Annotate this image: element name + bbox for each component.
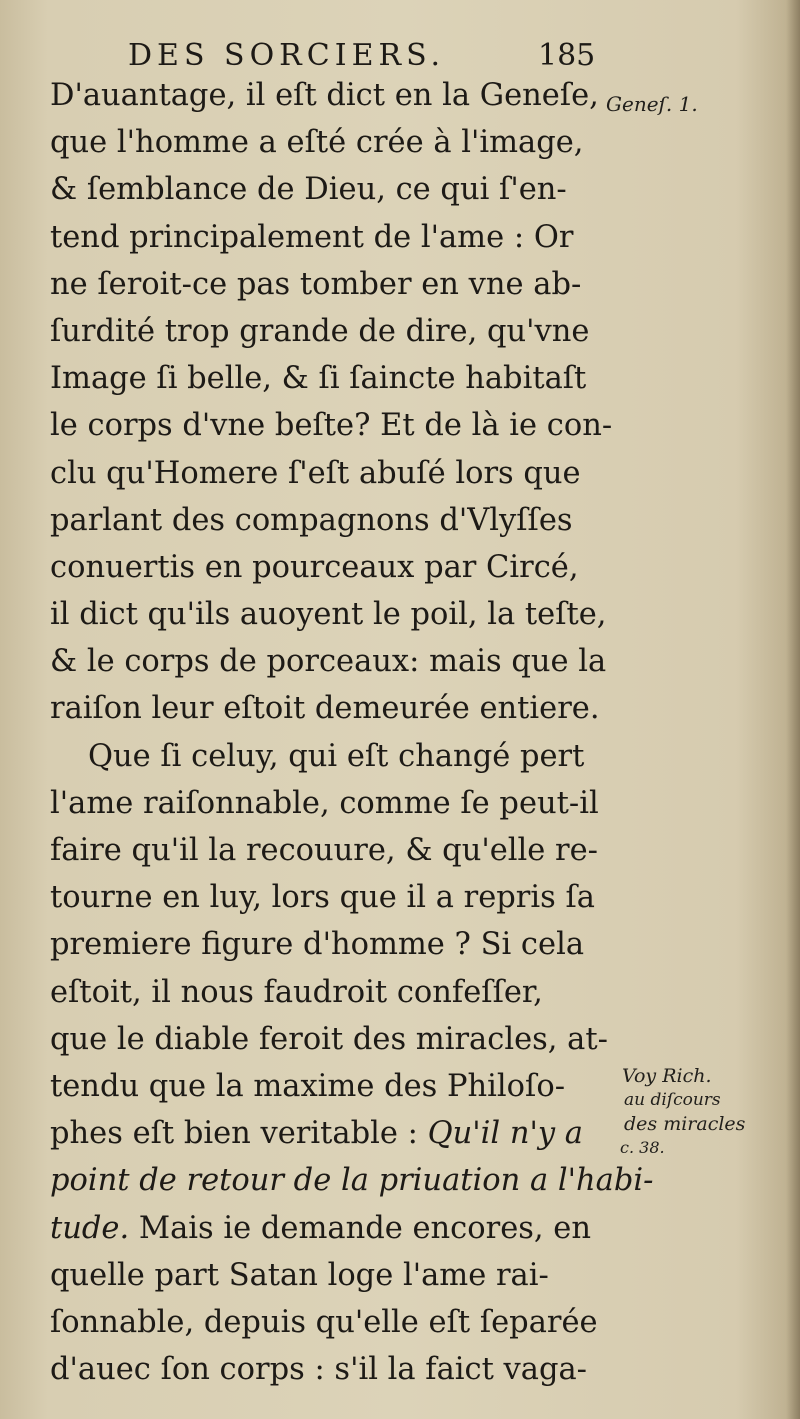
- margin-note-line: Voy Rich.: [622, 1065, 712, 1087]
- text-span: phes eſt bien veritable :: [50, 1116, 418, 1152]
- text-line: d'auec ſon corps : s'il la faict vaga-: [50, 1352, 587, 1388]
- text-line: conuertis en pourceaux par Circé,: [50, 549, 579, 585]
- text-line: que le diable feroit des miracles, at-: [50, 1021, 608, 1057]
- text-line: clu qu'Homere ſ'eſt abuſé lors que: [50, 455, 581, 491]
- text-line: quelle part Satan loge l'ame rai-: [50, 1257, 549, 1293]
- text-line: [50, 1110, 625, 1157]
- text-line: premiere figure d'homme ? Si cela: [50, 927, 585, 963]
- italic-quotation: Qu'il n'y a: [427, 1116, 583, 1152]
- text-line: & le corps de porceaux: mais que la: [50, 644, 607, 680]
- margin-note-reference: [620, 1064, 790, 1160]
- margin-note-line: des miracles: [624, 1113, 746, 1135]
- running-title: DES SORCIERS.: [128, 38, 446, 73]
- text-line: l'ame raiſonnable, comme ſe peut-il: [50, 785, 599, 821]
- text-line: tend principalement de l'ame : Or: [50, 219, 574, 255]
- text-line: ſonnable, depuis qu'elle eſt ſeparée: [50, 1304, 598, 1340]
- text-line: parlant des compagnons d'Vlyſſes: [50, 502, 573, 538]
- text-line: ſurdité trop grande de dire, qu'vne: [50, 313, 590, 349]
- text-line: tendu que la maxime des Philoſo-: [50, 1068, 566, 1104]
- text-line: le corps d'vne beſte? Et de là ie con-: [50, 408, 613, 444]
- text-line: [50, 1205, 625, 1252]
- text-line: que l'homme a eſté crée à l'image,: [50, 125, 584, 161]
- page-number: 185: [538, 38, 596, 73]
- text-line: Que ſi celuy, qui eſt changé pert: [88, 738, 585, 774]
- text-line: ne ſeroit-ce pas tomber en vne ab-: [50, 266, 582, 302]
- page-gutter-shadow: [786, 0, 800, 1419]
- text-line: & ſemblance de Dieu, ce qui ſ'en-: [50, 172, 567, 208]
- text-line: Image ſi belle, & ſi ſaincte habitaſt: [50, 361, 587, 397]
- margin-note-genesis: Geneſ. 1.: [606, 92, 698, 116]
- margin-note-line: c. 38.: [620, 1138, 665, 1157]
- italic-quotation-line: point de retour de la priuation a l'habi-: [50, 1163, 654, 1199]
- text-line: D'auantage, il eſt dict en la Geneſe,: [50, 78, 599, 113]
- text-line: tourne en luy, lors que il a repris ſa: [50, 880, 595, 916]
- italic-quotation: tude.: [50, 1210, 130, 1246]
- text-span: Mais ie demande encores, en: [138, 1210, 591, 1246]
- text-line: il dict qu'ils auoyent le poil, la teſte,: [50, 597, 607, 633]
- text-line: eſtoit, il nous faudroit confeſſer,: [50, 974, 543, 1010]
- margin-note-line: au diſcours: [624, 1090, 721, 1110]
- text-line: faire qu'il la recouure, & qu'elle re-: [50, 833, 598, 868]
- text-line: raiſon leur eſtoit demeurée entiere.: [50, 691, 600, 727]
